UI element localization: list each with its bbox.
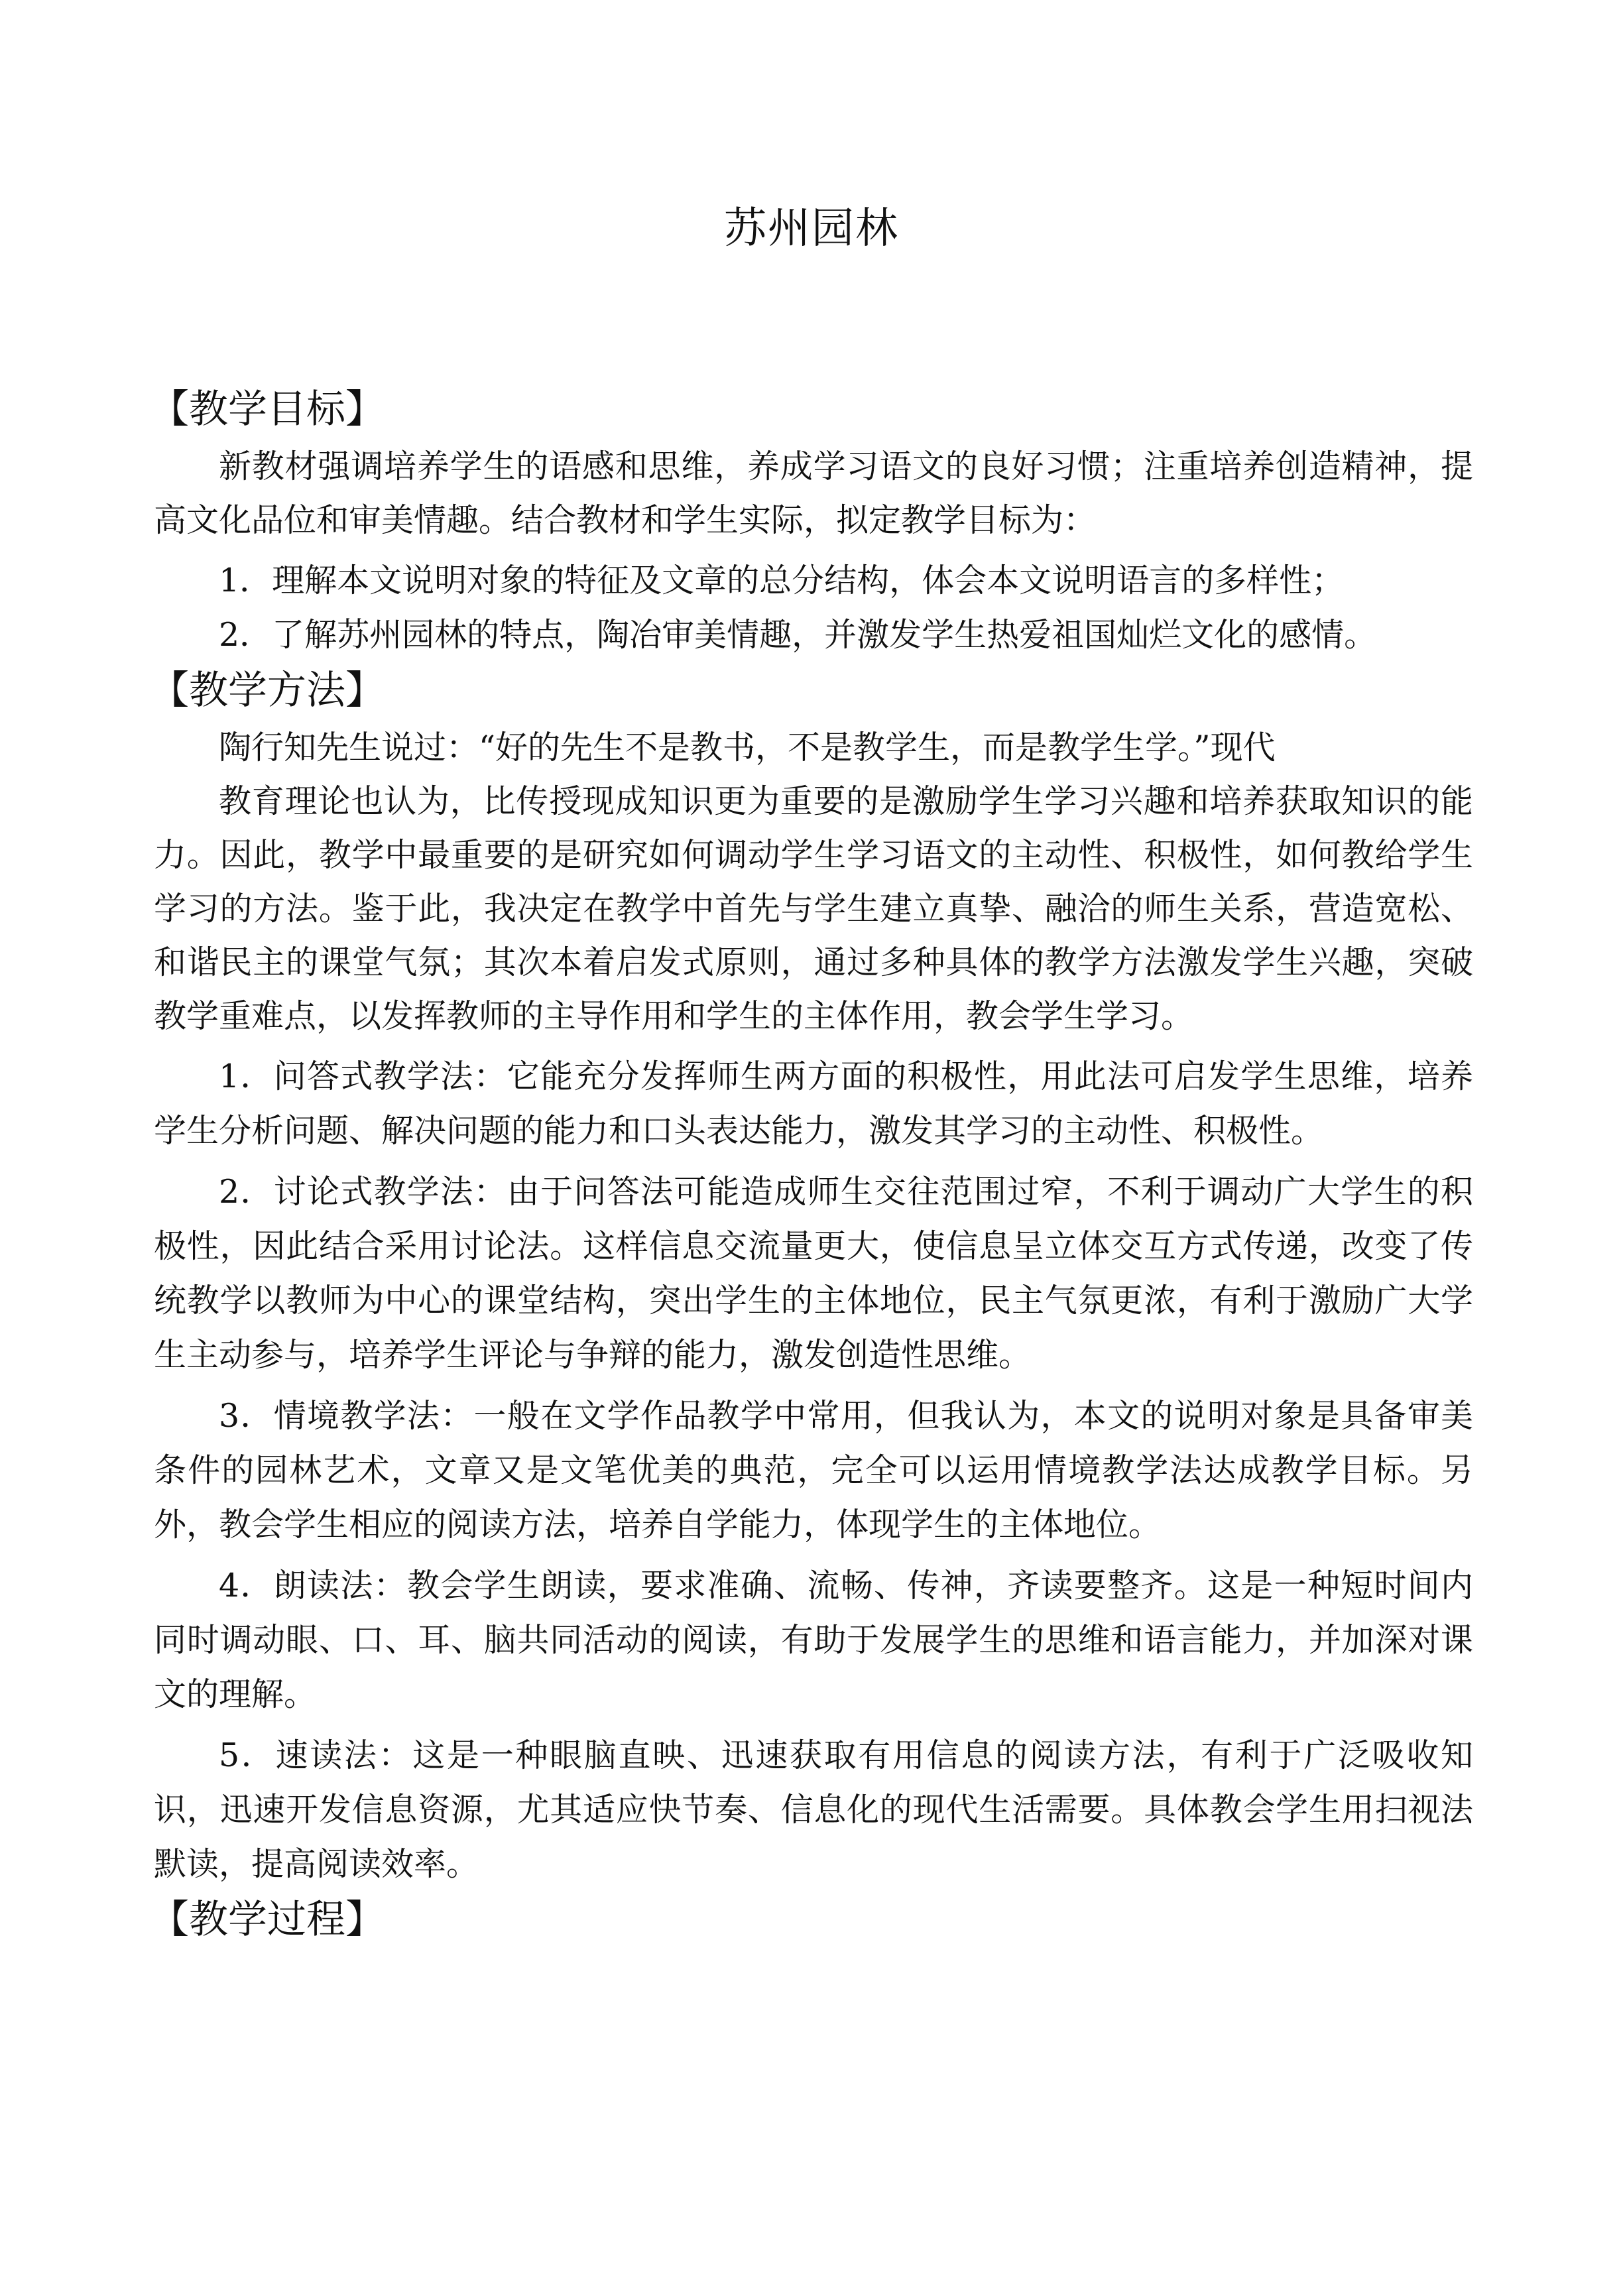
methods-item-1: 1．问答式教学法：它能充分发挥师生两方面的积极性，用此法可启发学生思维，培养学生分析问题、解决问题的能力和口头表达能力，激发其学习的主动性、积极性。 (154, 1057, 1473, 1150)
section-heading-goals: 【教学目标】 (150, 386, 385, 432)
methods-intro-paragraph: 教育理论也认为，比传授现成知识更为重要的是激励学生学习兴趣和培养获取知识的能力。因此，教学中最重要的是研究如何调动学生学习语文的主动性、积极性，如何教给学生学习的方法。鉴于此，我决定在教学中首先与学生建立真挚、融洽的师生关系，营造宽松、和谐民主的课堂气氛；其次本着启发式原则，通过多种具体的教学方法激发学生兴趣，突破教学重难点，以发挥教师的主导作用和学生的主体作用，教会学生学习。 (154, 782, 1473, 1035)
methods-item-5: 5．速读法：这是一种眼脑直映、迅速获取有用信息的阅读方法，有利于广泛吸收知识，迅速开发信息资源，尤其适应快节奏、信息化的现代生活需要。具体教会学生用扫视法默读，提高阅读效率。 (154, 1736, 1473, 1883)
methods-item-3: 3．情境教学法：一般在文学作品教学中常用，但我认为，本文的说明对象是具备审美条件的园林艺术，文章又是文笔优美的典范，完全可以运用情境教学法达成教学目标。另外，教会学生相应的阅读方法，培养自学能力，体现学生的主体地位。 (154, 1397, 1473, 1543)
section-teaching-goals (150, 381, 1473, 662)
document-body (150, 381, 1473, 1947)
section-heading-process: 【教学过程】 (150, 1896, 385, 1942)
document-title: 苏州园林 (724, 204, 899, 253)
methods-quote-line: 陶行知先生说过：“好的先生不是教书，不是教学生，而是教学生学。”现代 (219, 729, 1276, 766)
goals-item-1: 1．理解本文说明对象的特征及文章的总分结构，体会本文说明语言的多样性； (219, 562, 1345, 599)
goals-intro-paragraph: 新教材强调培养学生的语感和思维，养成学习语文的良好习惯；注重培养创造精神，提高文化品位和审美情趣。结合教材和学生实际，拟定教学目标为： (154, 448, 1473, 539)
section-teaching-methods (150, 662, 1473, 1892)
methods-item-4: 4．朗读法：教会学生朗读，要求准确、流畅、传神，齐读要整齐。这是一种短时间内同时调动眼、口、耳、脑共同活动的阅读，有助于发展学生的思维和语言能力，并加深对课文的理解。 (154, 1567, 1473, 1713)
goals-item-2: 2．了解苏州园林的特点，陶冶审美情趣，并激发学生热爱祖国灿烂文化的感情。 (219, 616, 1377, 654)
section-heading-methods: 【教学方法】 (150, 667, 385, 713)
section-teaching-process (150, 1892, 1473, 1947)
methods-item-2: 2．讨论式教学法：由于问答法可能造成师生交往范围过窄，不利于调动广大学生的积极性，因此结合采用讨论法。这样信息交流量更大，使信息呈立体交互方式传递，改变了传统教学以教师为中心的课堂结构，突出学生的主体地位，民主气氛更浓，有利于激励广大学生主动参与，培养学生评论与争辩的能力，激发创造性思维。 (154, 1173, 1473, 1374)
